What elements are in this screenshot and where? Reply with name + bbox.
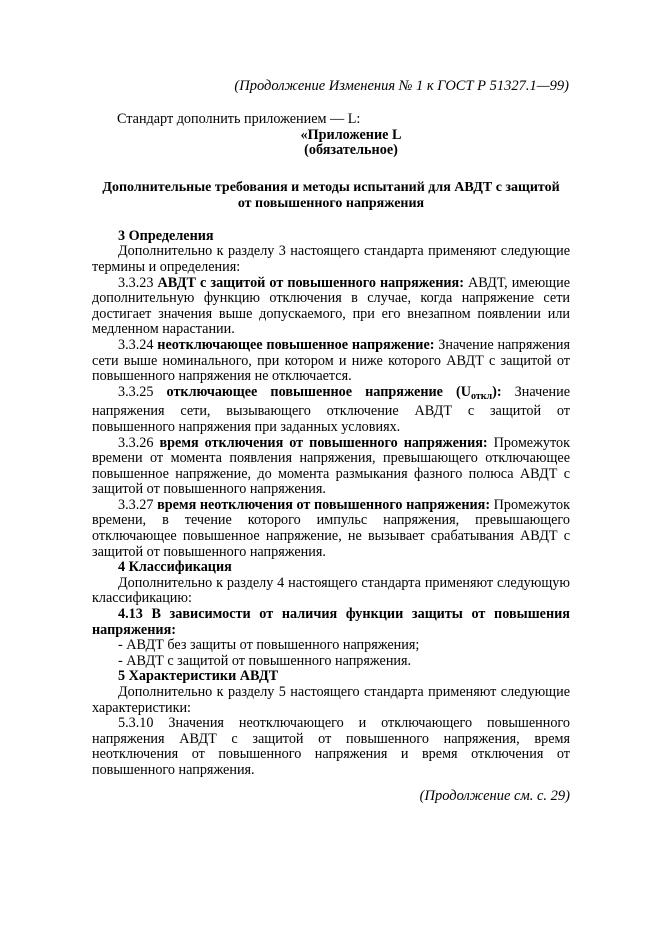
definition-term: отключающее повышенное напряжение (U: [166, 383, 472, 400]
definition-3-3-25: [92, 385, 570, 436]
section-5-intro: Дополнительно к разделу 5 настоящего стандарта применяют следующие характеристики:: [92, 684, 570, 716]
classification-4-13: 4.13 В зависимости от наличия функции защиты от повышения напряжения:: [92, 606, 570, 638]
definition-term: АВДТ с защитой от повышенного напряжения:: [157, 274, 464, 291]
subscript-otkl: откл: [471, 390, 493, 402]
definition-text: Промежуток времени от момента появления напряжения, превышающего отключающее повышенное напряжение, до момента размыкания фазного полюса АВДТ с защитой от повышенного напряжения.: [92, 434, 570, 498]
definition-text: Значение напряжения сети выше номинального, при котором и ниже которого АВДТ с защитой от повышенного напряжения не отключается.: [92, 336, 570, 385]
section-4-heading: 4 Классификация: [118, 559, 232, 576]
characteristic-5-3-10: 5.3.10 Значения неотключающего и отключающего повышенного напряжения АВДТ с защитой от повышенного напряжения, время неотключения от повышенного напряжения и время отключения от повышенного напряжения.: [92, 715, 570, 778]
document-title-line-2: от повышенного напряжения: [237, 195, 425, 211]
annex-status: (обязательное): [304, 142, 398, 159]
section-3-intro: Дополнительно к разделу 3 настоящего стандарта применяют следующие термины и определения:: [92, 243, 570, 275]
definition-number: 3.3.24: [118, 336, 158, 353]
list-item: - АВДТ без защиты от повышенного напряжения;: [118, 637, 420, 654]
definition-text: Значение напряжения сети, вызывающего отключение АВДТ с защитой от повышенного напряжения при заданных условиях.: [92, 383, 571, 435]
definition-3-3-26: [92, 436, 570, 498]
definition-number: 3.3.27: [118, 496, 158, 513]
definition-term: неотключающее повышенное напряжение:: [157, 336, 435, 353]
definition-number: 3.3.23: [118, 274, 158, 291]
definition-term: время отключения от повышенного напряжения:: [159, 434, 488, 451]
continuation-note: (Продолжение см. с. 29): [419, 788, 570, 804]
document-title-line-1: Дополнительные требования и методы испытаний для АВДТ с защитой: [102, 179, 560, 195]
document-body: [92, 112, 570, 779]
definition-number: 3.3.26: [118, 434, 160, 451]
definition-number: 3.3.25: [118, 383, 167, 400]
section-4-intro: Дополнительно к разделу 4 настоящего стандарта применяют следующую классификацию:: [92, 574, 570, 607]
document-title: [92, 180, 570, 212]
definition-3-3-27: [92, 498, 570, 560]
definition-text: АВДТ, имеющие дополнительную функцию отключения в случае, когда напряжение сети достигает значения выше допускаемого, при его внезапном появлении или медленном нарастании.: [92, 274, 571, 338]
running-header: (Продолжение Изменения № 1 к ГОСТ Р 51327.1—99): [234, 78, 569, 94]
definition-3-3-23: [92, 276, 570, 338]
definition-term-end: ):: [492, 383, 502, 400]
definition-text: Промежуток времени, в течение которого импульс напряжения, превышающего отключающее повышенное напряжение, не вызывает срабатывания АВДТ с защитой от повышенного напряжения.: [92, 496, 570, 560]
annex-title: «Приложение L: [300, 126, 402, 143]
list-item: - АВДТ с защитой от повышенного напряжения.: [118, 652, 412, 669]
section-3-heading: 3 Определения: [118, 227, 214, 244]
definition-term: время неотключения от повышенного напряжения:: [157, 496, 491, 513]
intro-text: Стандарт дополнить приложением — L:: [117, 111, 361, 127]
definition-3-3-24: [92, 338, 570, 385]
section-5-heading: 5 Характеристики АВДТ: [118, 668, 279, 685]
